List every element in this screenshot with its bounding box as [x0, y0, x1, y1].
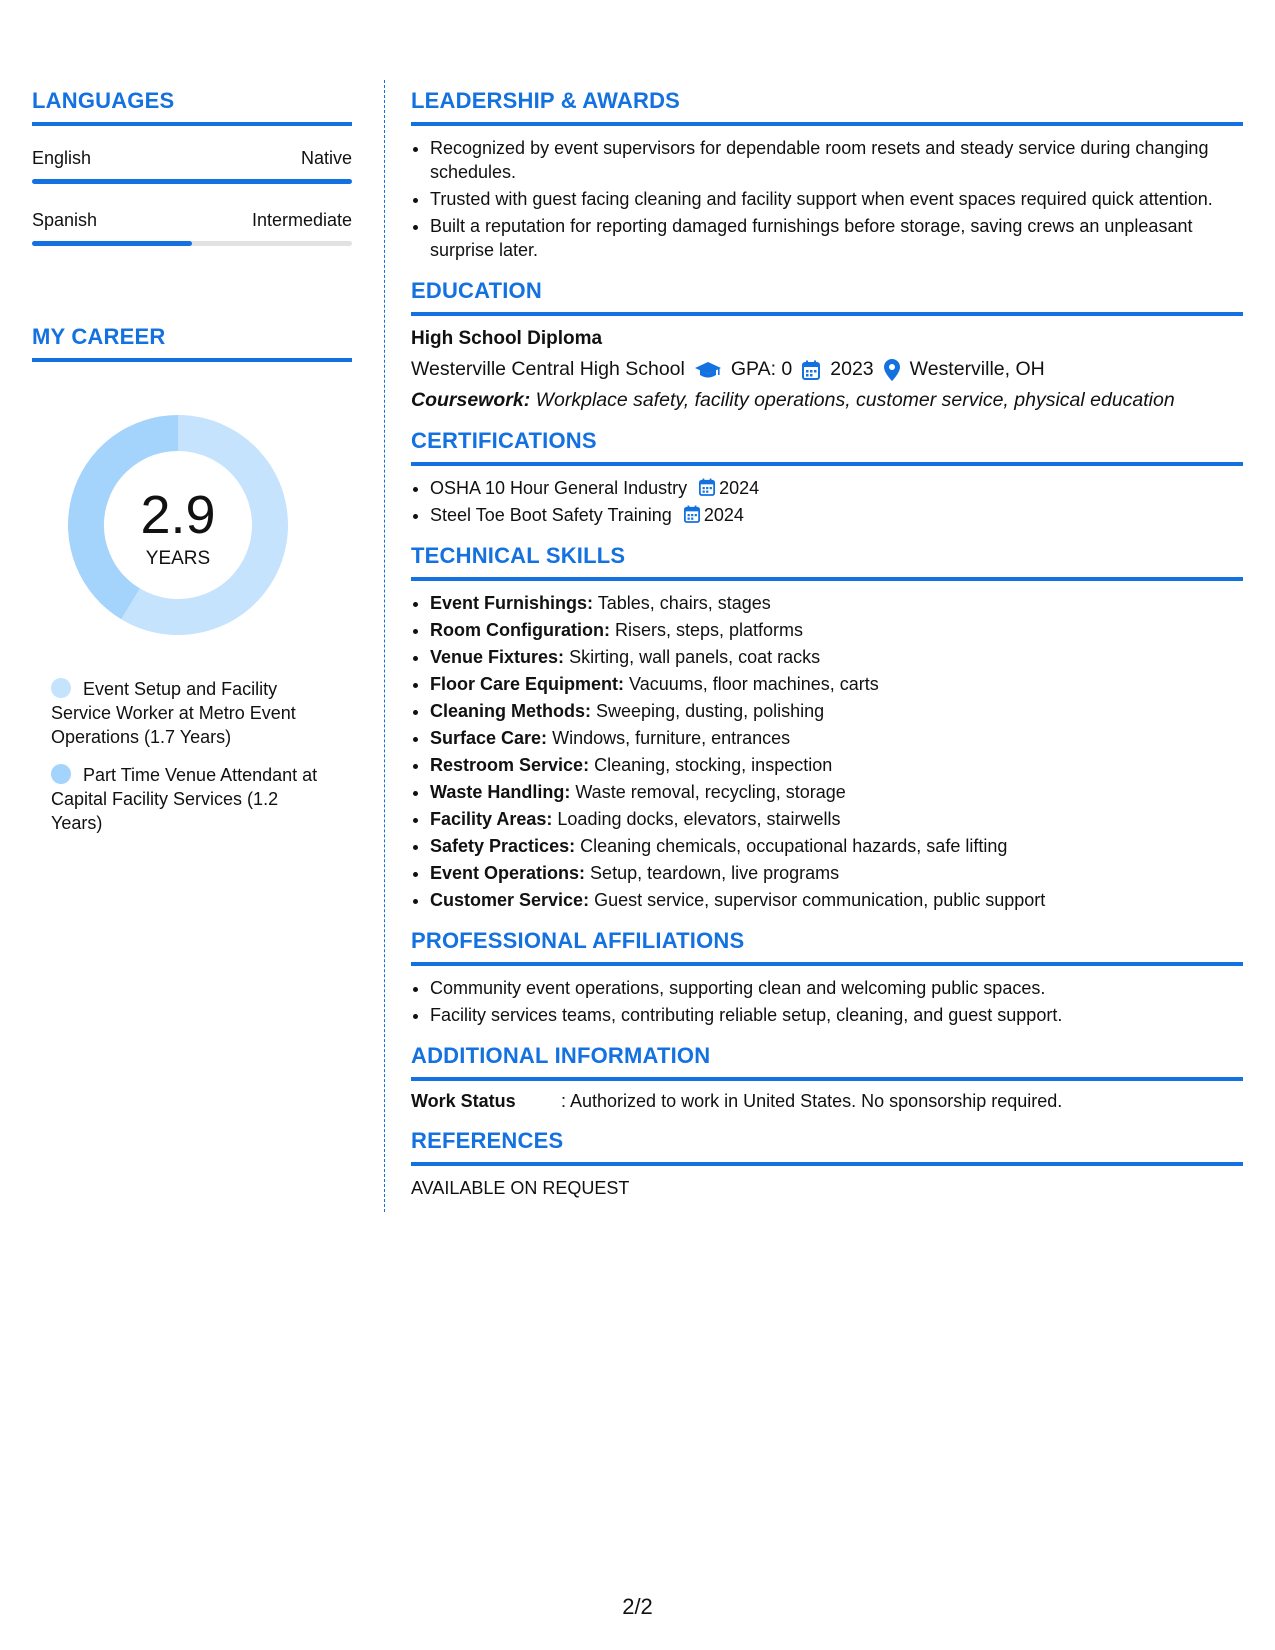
skill-value: Windows, furniture, entrances [552, 728, 791, 748]
education-section [411, 278, 1243, 412]
list-item [430, 699, 1243, 723]
list-item [430, 834, 1243, 858]
career-total-unit: YEARS [145, 548, 211, 569]
list-item: • Community event operations, supporting clean and welcoming public spaces. [430, 976, 1243, 1000]
skill-value: Waste removal, recycling, storage [575, 782, 846, 802]
references-value: AVAILABLE ON REQUEST [411, 1178, 630, 1198]
skill-value: Risers, steps, platforms [614, 620, 804, 640]
list-item [430, 726, 1243, 750]
career-total-years: 2.9 [140, 485, 216, 545]
skill-value: Skirting, wall panels, coat racks [569, 647, 821, 667]
career-heading: MY CAREER [32, 324, 352, 362]
skill-label: Waste Handling: [430, 782, 571, 802]
legend-label: Part Time Venue Attendant at Capital Facility Services (1.2 Years) [51, 765, 318, 833]
calendar-icon [684, 505, 700, 523]
legend-dot [51, 764, 71, 784]
certifications-list [411, 476, 1243, 527]
skill-label: Cleaning Methods: [430, 701, 591, 721]
affiliations-heading: PROFESSIONAL AFFILIATIONS [411, 928, 1243, 966]
list-item [430, 888, 1243, 912]
page-number: 2/2 [622, 1594, 653, 1619]
column-divider [384, 80, 385, 1212]
location-pin-icon [884, 359, 900, 381]
skill-label: Customer Service: [430, 890, 590, 910]
affiliations-section [411, 928, 1243, 1027]
list-item [430, 753, 1243, 777]
list-item [430, 645, 1243, 669]
list-item: • Recognized by event supervisors for dependable room resets and steady service during changing schedules. [430, 136, 1243, 184]
calendar-icon [802, 360, 820, 380]
certifications-heading: CERTIFICATIONS [411, 428, 1243, 466]
education-gpa: GPA: 0 [730, 358, 793, 380]
certification-name: Steel Toe Boot Safety Training [430, 505, 672, 525]
career-donut-chart [65, 412, 291, 638]
left-column [32, 88, 352, 362]
skill-label: Event Operations: [430, 863, 586, 883]
languages-heading: LANGUAGES [32, 88, 352, 126]
skill-value: Sweeping, dusting, polishing [596, 701, 825, 721]
work-status-value: : Authorized to work in United States. No sponsorship required. [561, 1091, 1063, 1111]
education-location: Westerville, OH [909, 358, 1045, 380]
list-item: • Facility services teams, contributing reliable setup, cleaning, and guest support. [430, 1003, 1243, 1027]
certification-year: 2024 [719, 478, 760, 498]
legend-dot [51, 678, 71, 698]
education-school: Westerville Central High School [411, 358, 685, 380]
skill-label: Surface Care: [430, 728, 548, 748]
education-year: 2023 [830, 358, 874, 380]
language-item-spanish [32, 210, 352, 246]
skills-list [411, 591, 1243, 912]
language-level: Intermediate [251, 210, 352, 230]
skills-heading: TECHNICAL SKILLS [411, 543, 1243, 581]
right-column [411, 88, 1243, 1215]
list-item [430, 672, 1243, 696]
language-item-english [32, 148, 352, 184]
certifications-section [411, 428, 1243, 527]
language-proficiency-fill [32, 241, 192, 246]
skill-label: Room Configuration: [430, 620, 610, 640]
references-section [411, 1128, 1243, 1199]
education-heading: EDUCATION [411, 278, 1243, 316]
calendar-icon [699, 478, 715, 496]
skill-value: Cleaning chemicals, occupational hazards, safe lifting [580, 836, 1008, 856]
language-proficiency-bar [32, 241, 352, 246]
education-degree: High School Diploma [411, 328, 603, 349]
education-coursework [411, 389, 1243, 412]
education-details [411, 358, 1243, 381]
leadership-heading: LEADERSHIP & AWARDS [411, 88, 1243, 126]
list-item [430, 861, 1243, 885]
list-item [430, 807, 1243, 831]
leadership-section [411, 88, 1243, 262]
list-item [430, 780, 1243, 804]
list-item: • Built a reputation for reporting damaged furnishings before storage, saving crews an unpleasant surprise later. [430, 214, 1243, 262]
certification-year: 2024 [703, 505, 744, 525]
skill-value: Cleaning, stocking, inspection [594, 755, 833, 775]
skill-label: Safety Practices: [430, 836, 576, 856]
work-status-label: Work Status [411, 1091, 516, 1111]
certification-name: OSHA 10 Hour General Industry [430, 478, 688, 498]
coursework-value: Workplace safety, facility operations, customer service, physical education [535, 389, 1175, 411]
leadership-list [411, 136, 1243, 262]
skill-label: Facility Areas: [430, 809, 553, 829]
career-legend-item [51, 677, 326, 749]
list-item [430, 591, 1243, 615]
skill-label: Floor Care Equipment: [430, 674, 625, 694]
language-proficiency-bar [32, 179, 352, 184]
skill-value: Loading docks, elevators, stairwells [557, 809, 841, 829]
affiliations-list [411, 976, 1243, 1027]
skill-label: Event Furnishings: [430, 593, 594, 613]
language-level: Native [300, 148, 352, 168]
list-item: • Trusted with guest facing cleaning and facility support when event spaces required quick attention. [430, 187, 1243, 211]
work-status-row [411, 1091, 1243, 1112]
language-name: Spanish [32, 210, 98, 230]
legend-label: Event Setup and Facility Service Worker at Metro Event Operations (1.7 Years) [51, 679, 296, 747]
skill-value: Setup, teardown, live programs [590, 863, 840, 883]
skill-label: Venue Fixtures: [430, 647, 565, 667]
skill-value: Tables, chairs, stages [597, 593, 771, 613]
additional-heading: ADDITIONAL INFORMATION [411, 1043, 1243, 1081]
coursework-label: Coursework: [411, 389, 531, 411]
language-name: English [32, 148, 92, 168]
skill-value: Vacuums, floor machines, carts [629, 674, 879, 694]
career-legend-item [51, 763, 326, 835]
career-legend [51, 677, 326, 849]
skills-section [411, 543, 1243, 912]
references-heading: REFERENCES [411, 1128, 1243, 1166]
skill-label: Restroom Service: [430, 755, 590, 775]
list-item [430, 618, 1243, 642]
graduation-cap-icon [695, 360, 721, 380]
skill-value: Guest service, supervisor communication, public support [594, 890, 1046, 910]
language-proficiency-fill [32, 179, 352, 184]
additional-section [411, 1043, 1243, 1112]
list-item [430, 503, 1243, 527]
list-item [430, 476, 1243, 500]
